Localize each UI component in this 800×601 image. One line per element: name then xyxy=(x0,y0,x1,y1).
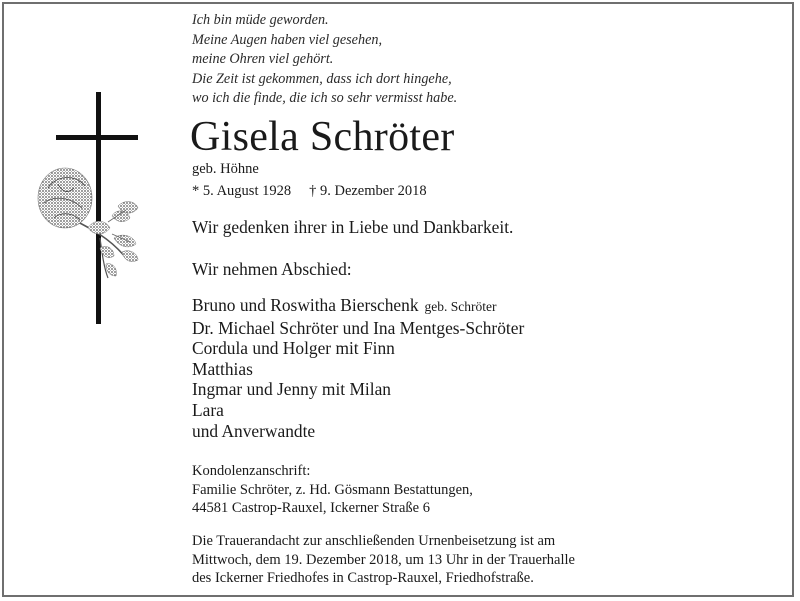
poem-line: Meine Augen haben viel gesehen, xyxy=(192,31,383,48)
mourners-list xyxy=(192,295,524,441)
life-dates xyxy=(192,183,427,200)
mourner-name: Bruno und Roswitha Bierschenk xyxy=(192,295,419,315)
memory-line: Wir gedenken ihrer in Liebe und Dankbarkeit. xyxy=(192,217,514,237)
mourner-item xyxy=(192,318,524,339)
mourner-name: Dr. Michael Schröter und Ina Mentges-Schröter xyxy=(192,317,525,338)
address-line: Familie Schröter, z. Hd. Gösmann Bestattungen, xyxy=(192,481,473,498)
service-line: Die Trauerandacht zur anschließenden Urnenbeisetzung ist am xyxy=(192,533,556,549)
mourner-note: geb. Schröter xyxy=(424,299,497,314)
mourner-name: Cordula und Holger mit Finn xyxy=(192,338,395,359)
rose-icon xyxy=(38,168,138,278)
cross-rose-illustration xyxy=(30,88,150,328)
mourner-name: Lara xyxy=(192,399,224,420)
service-info xyxy=(192,532,575,588)
poem-line: wo ich die finde, die ich so sehr vermisst habe. xyxy=(192,90,458,107)
mourner-item xyxy=(192,295,524,318)
deceased-name: Gisela Schröter xyxy=(190,114,455,160)
mourner-name: Ingmar und Jenny mit Milan xyxy=(192,379,391,400)
mourner-item xyxy=(192,359,524,380)
address-line: 44581 Castrop-Rauxel, Ickerner Straße 6 xyxy=(192,500,430,516)
mourner-name: und Anverwandte xyxy=(192,420,316,441)
birth-date: * 5. August 1928 xyxy=(192,183,292,199)
mourner-item xyxy=(192,400,524,421)
death-date: † 9. Dezember 2018 xyxy=(309,183,427,199)
poem xyxy=(192,11,612,109)
poem-line: Die Zeit ist gekommen, dass ich dort hingehe, xyxy=(192,70,452,87)
service-line: Mittwoch, dem 19. Dezember 2018, um 13 Uhr in der Trauerhalle xyxy=(192,551,575,568)
farewell-line: Wir nehmen Abschied: xyxy=(192,259,352,279)
mourner-item xyxy=(192,421,524,442)
mourner-item xyxy=(192,379,524,400)
mourner-name: Matthias xyxy=(192,358,253,379)
poem-line: meine Ohren viel gehört. xyxy=(192,51,334,68)
address-line: Kondolenzanschrift: xyxy=(192,463,311,479)
mourner-item xyxy=(192,338,524,359)
poem-line: Ich bin müde geworden. xyxy=(192,12,329,28)
maiden-name: geb. Höhne xyxy=(192,161,259,177)
condolence-address xyxy=(192,462,473,518)
service-line: des Ickerner Friedhofes in Castrop-Rauxel, Friedhofstraße. xyxy=(192,570,534,586)
